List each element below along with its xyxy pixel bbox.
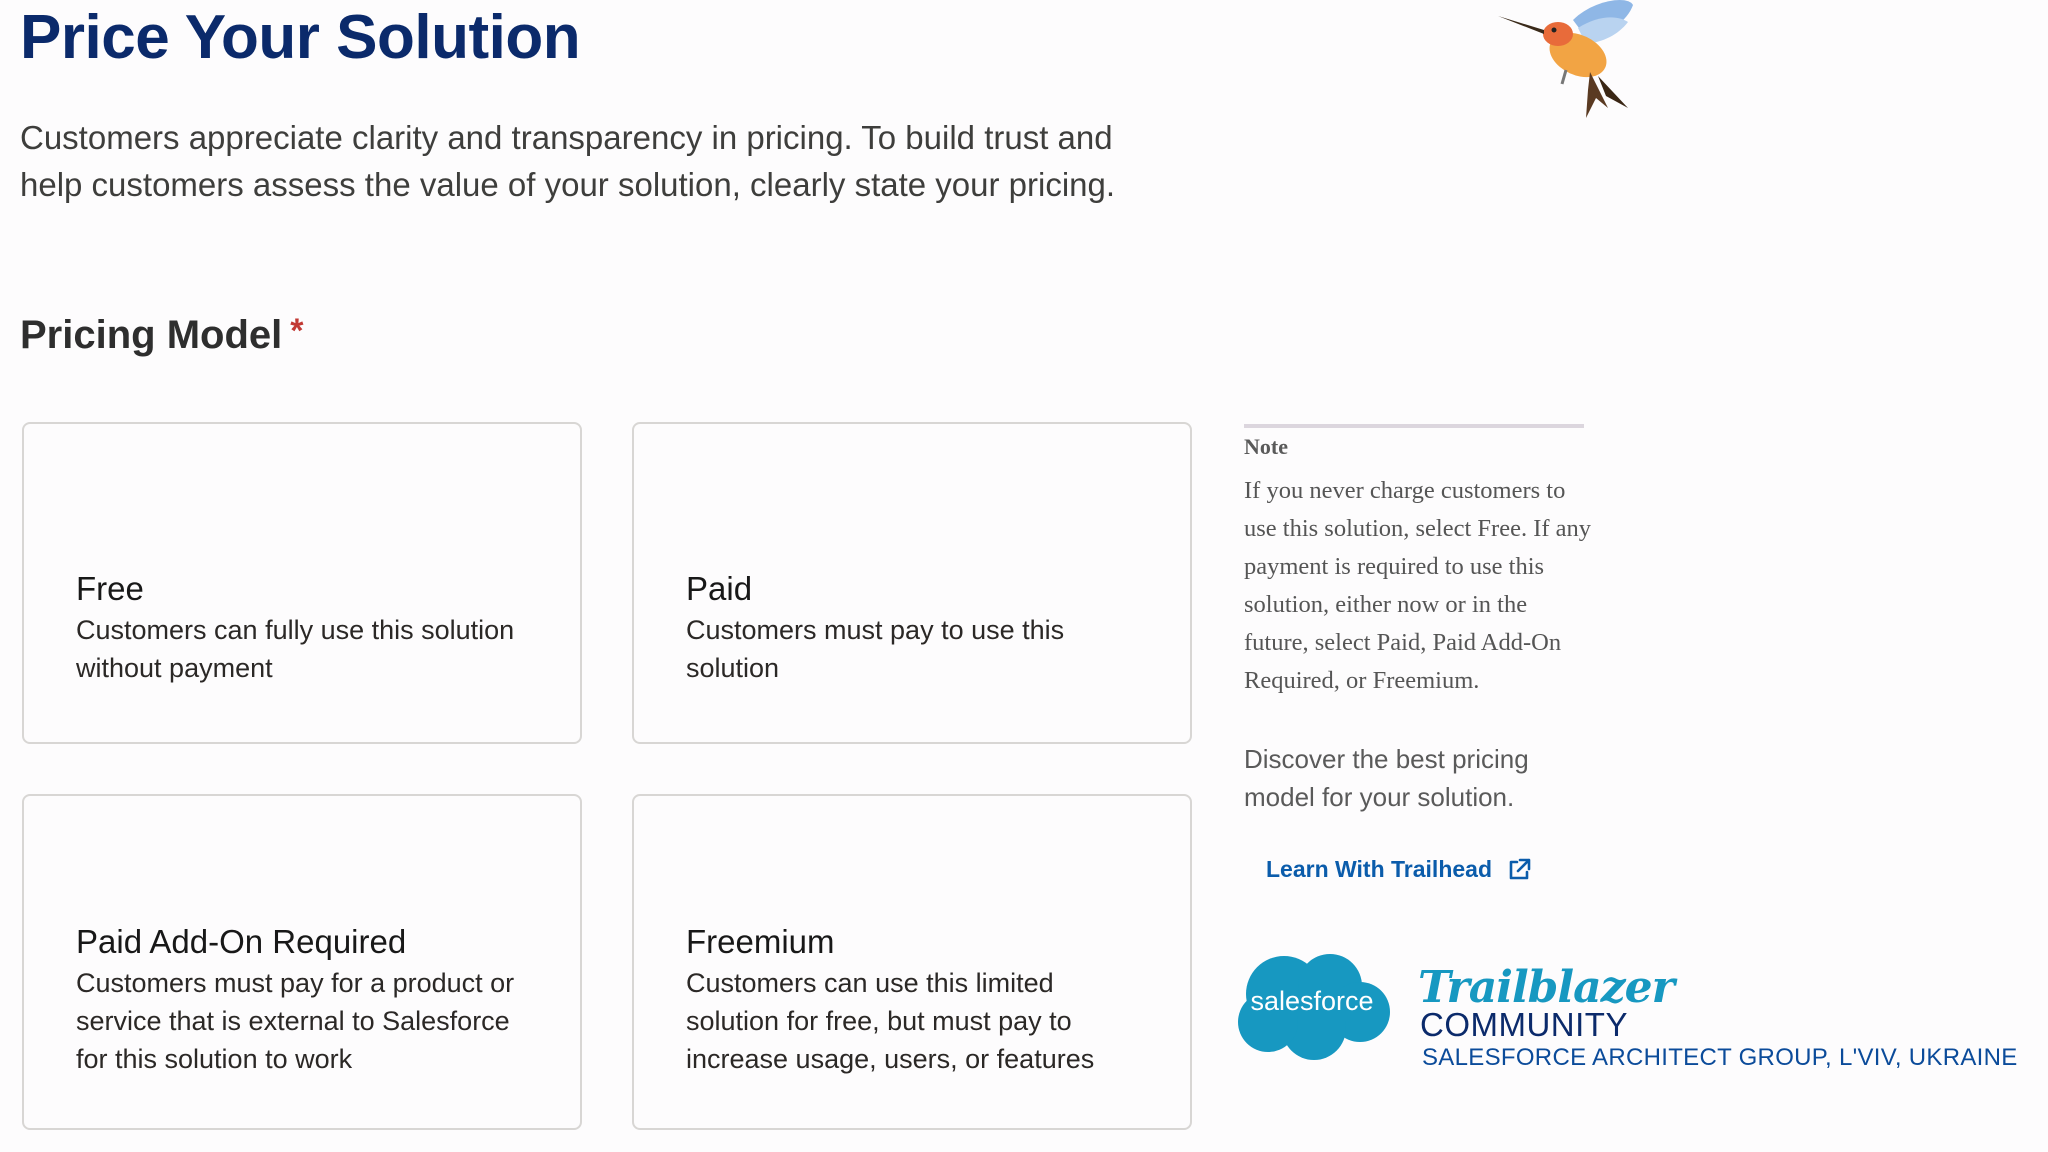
pricing-option-free[interactable] bbox=[22, 422, 582, 744]
note-body: If you never charge customers to use this solution, select Free. If any payment is required to use this solution, either now or in the future, select Paid, Paid Add-On Required, or Freemium. bbox=[1244, 477, 1592, 694]
option-description: Customers must pay for a product or service that is external to Salesforce for this solution to work bbox=[76, 968, 515, 1074]
page-title: Price Your Solution bbox=[20, 3, 581, 72]
option-title: Free bbox=[76, 570, 144, 607]
discover-text: Discover the best pricing model for your solution. bbox=[1244, 744, 1529, 812]
option-title: Paid Add-On Required bbox=[76, 923, 407, 960]
trailblazer-wordmark: Trailblazer bbox=[1418, 962, 1674, 1013]
pricing-model-label bbox=[20, 312, 303, 358]
hummingbird-icon bbox=[1478, 0, 1638, 150]
learn-with-trailhead-link[interactable] bbox=[1266, 856, 1532, 883]
option-title: Freemium bbox=[686, 923, 835, 960]
pricing-option-paid-add-on-required[interactable] bbox=[22, 794, 582, 1130]
pricing-model-label-text: Pricing Model bbox=[20, 313, 283, 357]
external-link-icon bbox=[1506, 857, 1532, 883]
intro-text: Customers appreciate clarity and transparency in pricing. To build trust and help customers assess the value of your solution, clearly state your pricing. bbox=[20, 119, 1116, 203]
note-divider bbox=[1244, 424, 1584, 428]
group-name: SALESFORCE ARCHITECT GROUP, L'VIV, UKRAINE bbox=[1422, 1044, 2018, 1071]
pricing-option-paid[interactable] bbox=[632, 422, 1192, 744]
option-title: Paid bbox=[686, 570, 753, 607]
note-heading: Note bbox=[1244, 434, 1288, 459]
option-description: Customers can use this limited solution for free, but must pay to increase usage, users, or features bbox=[686, 968, 1095, 1074]
option-description: Customers can fully use this solution without payment bbox=[76, 615, 515, 683]
community-label: COMMUNITY bbox=[1420, 1006, 1628, 1043]
pricing-option-freemium[interactable] bbox=[632, 794, 1192, 1130]
option-description: Customers must pay to use this solution bbox=[686, 615, 1065, 683]
required-marker: * bbox=[290, 312, 304, 350]
salesforce-logo-text: salesforce bbox=[1250, 986, 1374, 1016]
link-label: Learn With Trailhead bbox=[1266, 856, 1493, 882]
